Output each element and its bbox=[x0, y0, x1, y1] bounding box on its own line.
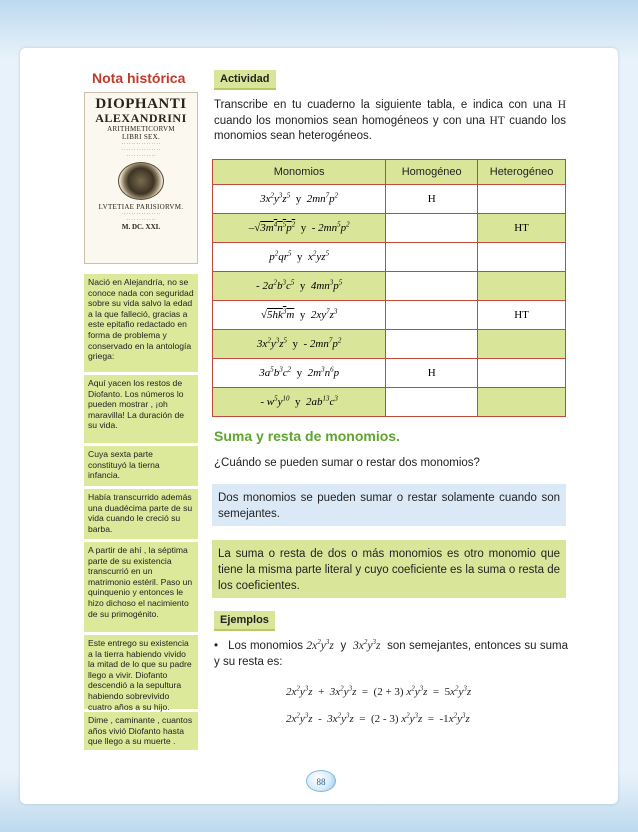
ejemplo-text bbox=[214, 639, 568, 670]
book-title-line4: LIBRI SEX. bbox=[122, 133, 160, 141]
monomio-pair: $√5hk^3m$ y $2xy^7z^3$ bbox=[213, 301, 386, 330]
ejemplo-monomio-1: $2x^2y^3z$ bbox=[306, 638, 334, 652]
actividad-instructions bbox=[214, 98, 566, 145]
heterogeneo-cell bbox=[478, 330, 566, 359]
actividad-text-after: cuando los monomios sean heterogéneos. bbox=[214, 114, 566, 142]
book-fine-print: . . . . . . . . . . . . . . . . . . . . . . . . . . . . . . . . . . . . . . . . . . . . bbox=[121, 141, 161, 158]
heterogeneo-cell bbox=[478, 388, 566, 417]
header-homogeneo: Homogéneo bbox=[386, 160, 478, 185]
monomio-pair: $3x^2y^3z^5$ y $2mn^7p^2$ bbox=[213, 185, 386, 214]
table-header-row bbox=[213, 160, 566, 185]
book-emblem-icon bbox=[118, 162, 164, 200]
homogeneo-cell bbox=[386, 388, 478, 417]
homogeneo-cell: H bbox=[386, 185, 478, 214]
table-row bbox=[213, 301, 566, 330]
homogeneo-cell bbox=[386, 272, 478, 301]
book-title-line1: DIOPHANTI bbox=[95, 96, 187, 112]
monomio-pair: $3x^2y^3z^5$ y - $2mn^7p^2$ bbox=[213, 330, 386, 359]
monomio-pair: $3a^5b^3c^2$ y $2m^3n^6p$ bbox=[213, 359, 386, 388]
table-row bbox=[213, 388, 566, 417]
bullet: • bbox=[214, 640, 219, 652]
book-title-line2: ALEXANDRINI bbox=[95, 111, 187, 125]
table-row bbox=[213, 214, 566, 243]
sidebar-box-7: Dime , caminante , cuantos años vivió Diofanto hasta que llego a su muerte . bbox=[84, 712, 198, 750]
heterogeneo-cell bbox=[478, 272, 566, 301]
heterogeneo-cell: HT bbox=[478, 214, 566, 243]
sidebar-box-5: A partir de ahí , la séptima parte de su existencia transcurrió en un matrimonio estéril. Paso un quinquenio y entonces le hizo dichoso el nacimiento de su primogénito. bbox=[84, 542, 198, 632]
ejemplo-monomio-2: $3x^2y^3z$ bbox=[352, 638, 381, 652]
page-number-badge: 88 bbox=[306, 770, 336, 792]
suma-resta-heading: Suma y resta de monomios. bbox=[214, 428, 400, 444]
table-row bbox=[213, 185, 566, 214]
ejemplos-tag: Ejemplos bbox=[214, 611, 275, 631]
actividad-mark-ht: HT bbox=[489, 114, 505, 127]
heterogeneo-cell bbox=[478, 185, 566, 214]
sidebar-box-3: Cuya sexta parte constituyó la tierna infancia. bbox=[84, 446, 198, 486]
book-title-line3: ARITHMETICORVM bbox=[107, 125, 175, 133]
resta-formula: $2x^2y^3z - 3x^2y^3z = (2 - 3) x^2y^3z = -1x^2y^3z$ bbox=[286, 711, 470, 725]
actividad-text-middle: cuando los monomios sean homogéneos y con una bbox=[214, 114, 486, 127]
actividad-text-before: Transcribe en tu cuaderno la siguiente tabla, e indica con una bbox=[214, 99, 553, 111]
definition-box-suma-resta: La suma o resta de dos o más monomios es otro monomio que tiene la misma parte literal y cuyo coeficiente es la suma o resta de los coeficientes. bbox=[212, 540, 566, 598]
definition-box-semejantes: Dos monomios se pueden sumar o restar solamente cuando son semejantes. bbox=[212, 484, 566, 526]
book-fine-print-2: . . . . . . . . . . . . . . . . . . . . . . . . . . . . bbox=[121, 211, 161, 222]
book-imprint: LVTETIAE PARISIORVM. bbox=[98, 203, 184, 211]
header-monomios: Monomios bbox=[213, 160, 386, 185]
actividad-tag: Actividad bbox=[214, 70, 276, 90]
homogeneo-cell bbox=[386, 214, 478, 243]
sidebar-box-4: Había transcurrido además una duadécima parte de su vida cuando le creció su barba. bbox=[84, 489, 198, 539]
table-row bbox=[213, 359, 566, 388]
homogeneo-cell: H bbox=[386, 359, 478, 388]
table-row bbox=[213, 330, 566, 359]
monomios-table bbox=[212, 159, 566, 417]
homogeneo-cell bbox=[386, 243, 478, 272]
suma-formula: $2x^2y^3z + 3x^2y^3z = (2 + 3) x^2y^3z = 5x^2y^3z$ bbox=[286, 684, 472, 698]
ejemplo-text-b: son semejantes, entonces su suma y su resta es: bbox=[214, 640, 569, 668]
table-row bbox=[213, 243, 566, 272]
header-heterogeneo: Heterogéneo bbox=[478, 160, 566, 185]
homogeneo-cell bbox=[386, 330, 478, 359]
sidebar-box-1: Nació en Alejandría, no se conoce nada con seguridad sobre su vida salvo la edad a la que falleció, gracias a este epitafio redactado en forma de problema y conservado en la antología griega: bbox=[84, 274, 198, 372]
monomio-pair: $-√3m^4n^5p^2$ y - $2mn^5p^2$ bbox=[213, 214, 386, 243]
heterogeneo-cell: HT bbox=[478, 301, 566, 330]
homogeneo-cell bbox=[386, 301, 478, 330]
monomio-pair: - $w^5y^{10}$ y $2ab^{13}c^3$ bbox=[213, 388, 386, 417]
ejemplo-text-a: Los monomios bbox=[228, 640, 304, 652]
suma-question: ¿Cuándo se pueden sumar o restar dos monomios? bbox=[214, 457, 480, 469]
monomio-pair: $p^2qr^5$ y $x^2yz^5$ bbox=[213, 243, 386, 272]
sidebar-box-2: Aquí yacen los restos de Diofanto. Los números lo pueden mostrar , ¡oh maravilla! La duración de su vida. bbox=[84, 375, 198, 443]
book-year: M. DC. XXI. bbox=[121, 223, 161, 231]
sidebar-box-6: Este entrego su existencia a la tierra habiendo vivido la mitad de lo que su padre llego a vivir. Diofanto descendió a la sepultura habiendo sobrevivido cuatro años a su hijo. bbox=[84, 635, 198, 709]
diophantus-book-cover-image bbox=[84, 92, 198, 264]
table-row bbox=[213, 272, 566, 301]
ejemplo-text-y: y bbox=[340, 640, 347, 652]
nota-historica-title: Nota histórica bbox=[92, 70, 186, 86]
monomio-pair: - $2a^2b^3c^5$ y $4mn^3p^5$ bbox=[213, 272, 386, 301]
actividad-mark-h: H bbox=[557, 99, 566, 111]
heterogeneo-cell bbox=[478, 243, 566, 272]
heterogeneo-cell bbox=[478, 359, 566, 388]
